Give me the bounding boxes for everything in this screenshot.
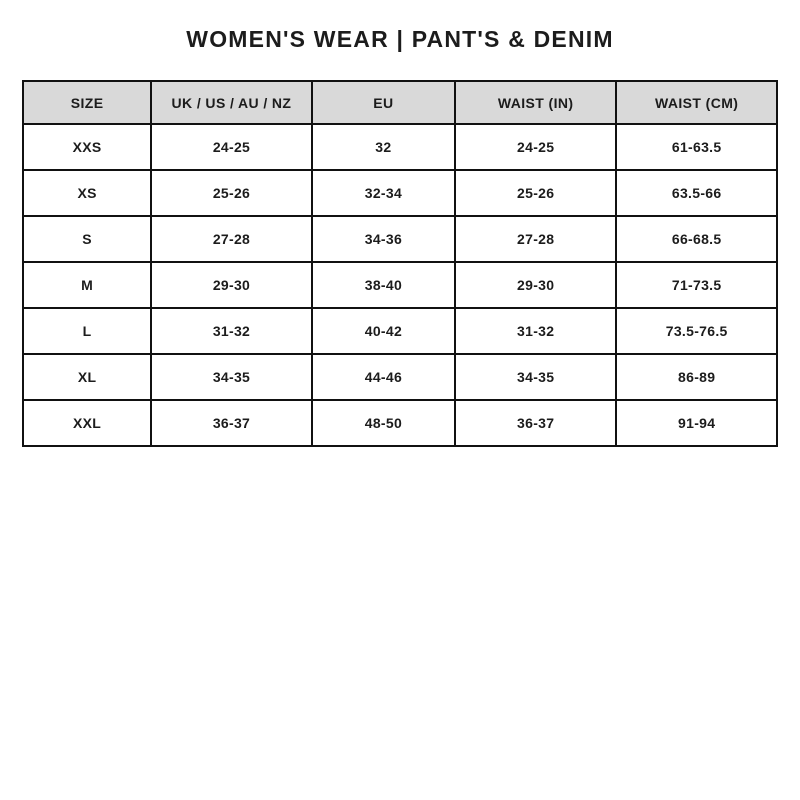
table-cell: 66-68.5 <box>616 216 777 262</box>
table-header-row <box>23 81 777 124</box>
table-cell: 71-73.5 <box>616 262 777 308</box>
size-label-cell: M <box>23 262 151 308</box>
table-cell: 25-26 <box>151 170 312 216</box>
size-label-cell: XXL <box>23 400 151 446</box>
page-title: WOMEN'S WEAR | PANT'S & DENIM <box>186 26 614 52</box>
table-cell: 27-28 <box>151 216 312 262</box>
table-cell: 34-36 <box>312 216 455 262</box>
table-cell: 36-37 <box>151 400 312 446</box>
table-cell: 32 <box>312 124 455 170</box>
column-header: SIZE <box>23 81 151 124</box>
column-header: WAIST (IN) <box>455 81 616 124</box>
table-cell: 61-63.5 <box>616 124 777 170</box>
table-cell: 48-50 <box>312 400 455 446</box>
table-cell: 29-30 <box>151 262 312 308</box>
table-row <box>23 124 777 170</box>
table-row <box>23 216 777 262</box>
table-cell: 29-30 <box>455 262 616 308</box>
column-header: UK / US / AU / NZ <box>151 81 312 124</box>
size-label-cell: XL <box>23 354 151 400</box>
column-header: WAIST (CM) <box>616 81 777 124</box>
size-label-cell: XS <box>23 170 151 216</box>
table-row <box>23 400 777 446</box>
table-cell: 34-35 <box>455 354 616 400</box>
table-body <box>23 124 777 446</box>
table-cell: 44-46 <box>312 354 455 400</box>
table-row <box>23 354 777 400</box>
table-cell: 27-28 <box>455 216 616 262</box>
table-cell: 25-26 <box>455 170 616 216</box>
table-cell: 63.5-66 <box>616 170 777 216</box>
table-cell: 24-25 <box>455 124 616 170</box>
size-chart-container <box>22 80 778 447</box>
size-label-cell: L <box>23 308 151 354</box>
table-cell: 86-89 <box>616 354 777 400</box>
table-cell: 31-32 <box>151 308 312 354</box>
size-chart-table <box>22 80 778 447</box>
table-cell: 34-35 <box>151 354 312 400</box>
table-cell: 36-37 <box>455 400 616 446</box>
table-cell: 31-32 <box>455 308 616 354</box>
table-row <box>23 262 777 308</box>
table-row <box>23 170 777 216</box>
table-cell: 40-42 <box>312 308 455 354</box>
size-label-cell: XXS <box>23 124 151 170</box>
table-cell: 24-25 <box>151 124 312 170</box>
table-cell: 91-94 <box>616 400 777 446</box>
table-cell: 38-40 <box>312 262 455 308</box>
column-header: EU <box>312 81 455 124</box>
size-label-cell: S <box>23 216 151 262</box>
table-header <box>23 81 777 124</box>
table-cell: 73.5-76.5 <box>616 308 777 354</box>
table-row <box>23 308 777 354</box>
table-cell: 32-34 <box>312 170 455 216</box>
